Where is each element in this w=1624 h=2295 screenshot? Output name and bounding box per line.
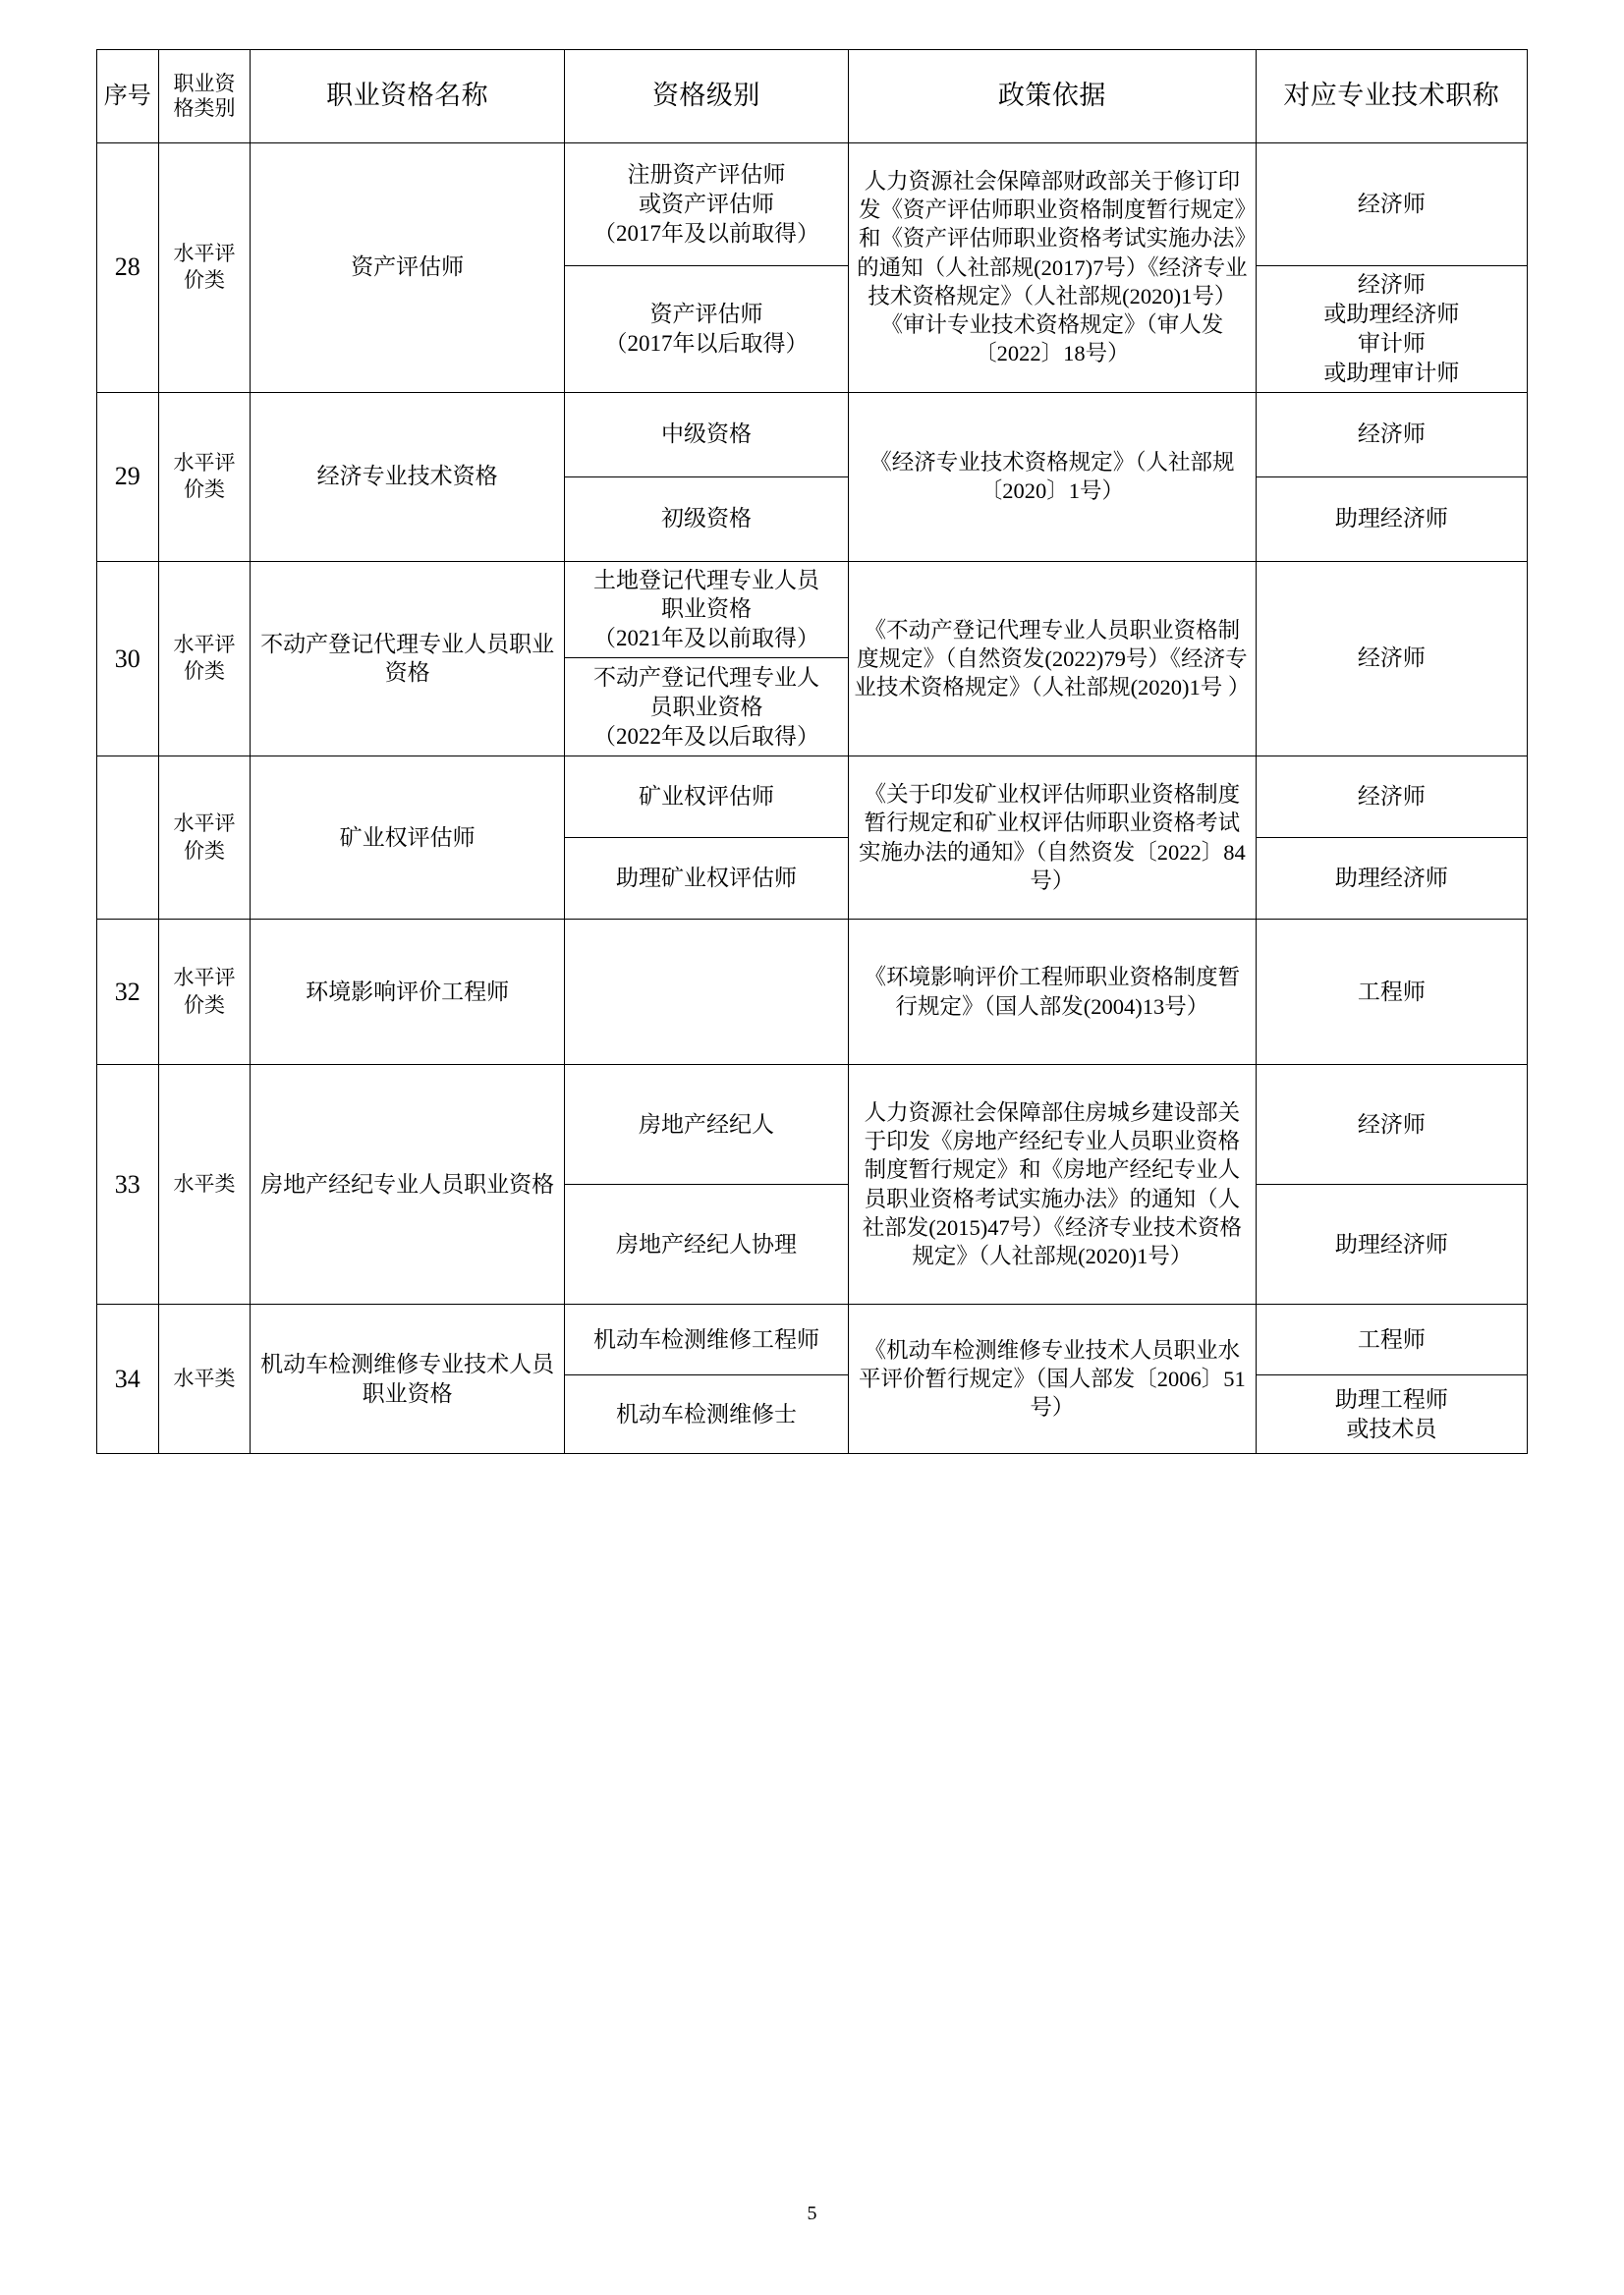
cell-policy: 《不动产登记代理专业人员职业资格制度规定》（自然资发(2022)79号）《经济专业技术资格规定》（人社部规(2020)1号 ）: [849, 561, 1257, 756]
table-row: [97, 143, 1528, 266]
cell-title: 经济师: [1256, 392, 1527, 476]
cell-seq: 30: [97, 561, 159, 756]
table-row: [97, 1065, 1528, 1185]
cell-title: 助理工程师 或技术员: [1256, 1375, 1527, 1454]
cell-policy: 人力资源社会保障部财政部关于修订印发《资产评估师职业资格制度暂行规定》和《资产评估师职业资格考试实施办法》的通知（人社部规(2017)7号）《经济专业技术资格规定》（人社部规(2020)1号）《审计专业技术资格规定》（审人发〔2022〕18号）: [849, 143, 1257, 393]
header-seq: 序号: [97, 50, 159, 143]
header-title: 对应专业技术职称: [1256, 50, 1527, 143]
cell-title: 工程师: [1256, 1305, 1527, 1375]
cell-level: 机动车检测维修工程师: [564, 1305, 848, 1375]
table-row: [97, 392, 1528, 476]
cell-level: 房地产经纪人协理: [564, 1185, 848, 1305]
table-row: [97, 1305, 1528, 1375]
cell-seq: 32: [97, 920, 159, 1065]
cell-level: 中级资格: [564, 392, 848, 476]
cell-seq: 28: [97, 143, 159, 393]
cell-title: 经济师: [1256, 143, 1527, 266]
cell-category: 水平评价类: [158, 920, 251, 1065]
cell-seq: [97, 756, 159, 920]
cell-level: 不动产登记代理专业人 员职业资格 （2022年及以后取得）: [564, 658, 848, 756]
cell-level: 注册资产评估师 或资产评估师 （2017年及以前取得）: [564, 143, 848, 266]
cell-name: 机动车检测维修专业技术人员职业资格: [251, 1305, 564, 1454]
table-row: [97, 920, 1528, 1065]
cell-category: 水平评价类: [158, 561, 251, 756]
cell-name: 房地产经纪专业人员职业资格: [251, 1065, 564, 1305]
cell-level: 矿业权评估师: [564, 756, 848, 838]
cell-level: 初级资格: [564, 476, 848, 561]
cell-policy: 《经济专业技术资格规定》（人社部规〔2020〕1号）: [849, 392, 1257, 561]
qualification-table: [96, 49, 1528, 1454]
cell-title: 助理经济师: [1256, 1185, 1527, 1305]
cell-level: 助理矿业权评估师: [564, 838, 848, 920]
cell-title: 工程师: [1256, 920, 1527, 1065]
table-row: [97, 561, 1528, 658]
cell-seq: 33: [97, 1065, 159, 1305]
cell-category: 水平评价类: [158, 392, 251, 561]
cell-title: 助理经济师: [1256, 838, 1527, 920]
cell-name: 资产评估师: [251, 143, 564, 393]
cell-category: 水平评价类: [158, 143, 251, 393]
header-category: 职业资格类别: [158, 50, 251, 143]
cell-title: 经济师: [1256, 756, 1527, 838]
cell-policy: 《机动车检测维修专业技术人员职业水平评价暂行规定》（国人部发〔2006〕51号）: [849, 1305, 1257, 1454]
page-number: 5: [807, 2203, 817, 2224]
cell-name: 矿业权评估师: [251, 756, 564, 920]
table-body: [97, 143, 1528, 1454]
cell-level: 房地产经纪人: [564, 1065, 848, 1185]
cell-policy: 《关于印发矿业权评估师职业资格制度暂行规定和矿业权评估师职业资格考试实施办法的通知》（自然资发〔2022〕84号）: [849, 756, 1257, 920]
cell-seq: 29: [97, 392, 159, 561]
cell-level: 资产评估师 （2017年以后取得）: [564, 266, 848, 393]
cell-title: 经济师: [1256, 1065, 1527, 1185]
cell-category: 水平类: [158, 1065, 251, 1305]
cell-level: 机动车检测维修士: [564, 1375, 848, 1454]
header-name: 职业资格名称: [251, 50, 564, 143]
header-level: 资格级别: [564, 50, 848, 143]
cell-policy: 人力资源社会保障部住房城乡建设部关于印发《房地产经纪专业人员职业资格制度暂行规定》和《房地产经纪专业人员职业资格考试实施办法》的通知（人社部发(2015)47号）《经济专业技术资格规定》（人社部规(2020)1号）: [849, 1065, 1257, 1305]
table-header: [97, 50, 1528, 143]
cell-name: 不动产登记代理专业人员职业资格: [251, 561, 564, 756]
cell-title: 经济师: [1256, 561, 1527, 756]
cell-name: 环境影响评价工程师: [251, 920, 564, 1065]
cell-level: [564, 920, 848, 1065]
cell-category: 水平类: [158, 1305, 251, 1454]
cell-title: 经济师 或助理经济师 审计师 或助理审计师: [1256, 266, 1527, 393]
cell-policy: 《环境影响评价工程师职业资格制度暂行规定》（国人部发(2004)13号）: [849, 920, 1257, 1065]
cell-seq: 34: [97, 1305, 159, 1454]
qualification-table-container: [96, 49, 1528, 1454]
table-row: [97, 756, 1528, 838]
cell-title: 助理经济师: [1256, 476, 1527, 561]
header-policy: 政策依据: [849, 50, 1257, 143]
header-row: [97, 50, 1528, 143]
cell-name: 经济专业技术资格: [251, 392, 564, 561]
cell-category: 水平评价类: [158, 756, 251, 920]
cell-level: 土地登记代理专业人员 职业资格 （2021年及以前取得）: [564, 561, 848, 658]
